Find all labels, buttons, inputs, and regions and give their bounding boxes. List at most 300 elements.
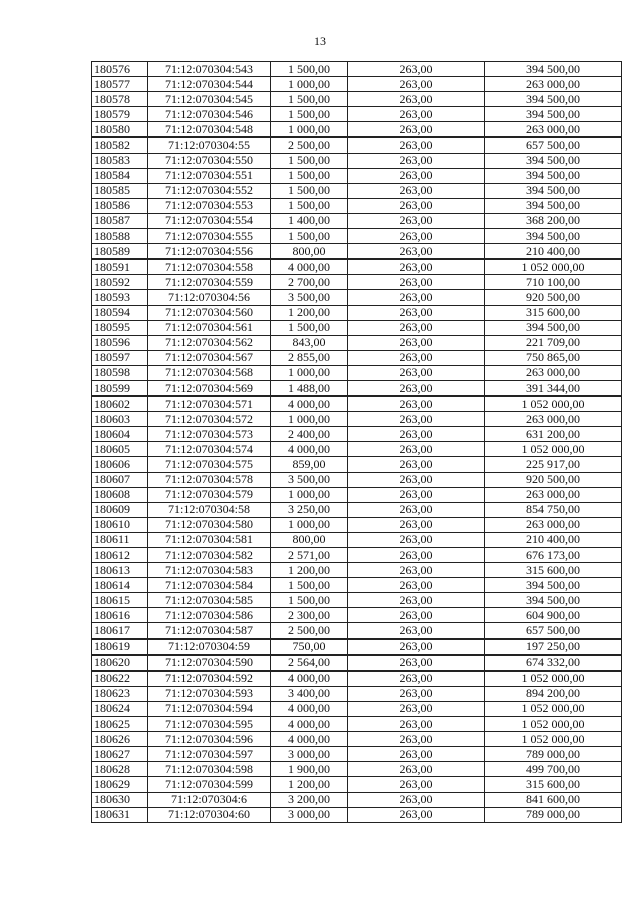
cell-amount: 394 500,00 [485, 153, 622, 168]
cell-area: 3 400,00 [271, 686, 348, 701]
table-row [92, 487, 622, 502]
cell-number: 180630 [92, 792, 148, 807]
cell-cadastral-number: 71:12:070304:580 [148, 517, 271, 532]
cell-amount: 1 052 000,00 [485, 717, 622, 732]
cell-rate: 263,00 [348, 532, 485, 547]
table-row [92, 686, 622, 701]
cell-number: 180625 [92, 717, 148, 732]
table-row [92, 122, 622, 138]
cell-rate: 263,00 [348, 365, 485, 380]
cell-rate: 263,00 [348, 62, 485, 77]
cell-number: 180619 [92, 639, 148, 655]
table-row [92, 183, 622, 198]
cell-number: 180607 [92, 472, 148, 487]
cell-rate: 263,00 [348, 639, 485, 655]
cell-cadastral-number: 71:12:070304:578 [148, 472, 271, 487]
cell-rate: 263,00 [348, 213, 485, 228]
cell-area: 4 000,00 [271, 396, 348, 412]
table-row [92, 532, 622, 547]
cell-area: 3 200,00 [271, 792, 348, 807]
cell-area: 1 500,00 [271, 92, 348, 107]
cell-cadastral-number: 71:12:070304:60 [148, 807, 271, 822]
cell-area: 1 500,00 [271, 198, 348, 213]
cell-cadastral-number: 71:12:070304:581 [148, 532, 271, 547]
cell-amount: 499 700,00 [485, 762, 622, 777]
cell-cadastral-number: 71:12:070304:590 [148, 655, 271, 671]
table-row [92, 77, 622, 92]
cell-amount: 894 200,00 [485, 686, 622, 701]
cell-area: 2 400,00 [271, 427, 348, 442]
cell-number: 180608 [92, 487, 148, 502]
cell-area: 1 500,00 [271, 153, 348, 168]
cell-area: 4 000,00 [271, 442, 348, 457]
cell-rate: 263,00 [348, 335, 485, 350]
cell-amount: 1 052 000,00 [485, 396, 622, 412]
table-row [92, 107, 622, 122]
cell-cadastral-number: 71:12:070304:595 [148, 717, 271, 732]
cell-area: 1 488,00 [271, 380, 348, 396]
table-row [92, 517, 622, 532]
cell-number: 180576 [92, 62, 148, 77]
cell-number: 180631 [92, 807, 148, 822]
cell-cadastral-number: 71:12:070304:587 [148, 623, 271, 639]
cell-number: 180599 [92, 380, 148, 396]
cell-number: 180586 [92, 198, 148, 213]
table-row [92, 335, 622, 350]
cell-area: 800,00 [271, 244, 348, 260]
cell-amount: 315 600,00 [485, 563, 622, 578]
cell-area: 3 500,00 [271, 472, 348, 487]
cell-cadastral-number: 71:12:070304:558 [148, 259, 271, 275]
cell-cadastral-number: 71:12:070304:597 [148, 747, 271, 762]
cell-area: 2 855,00 [271, 350, 348, 365]
cell-rate: 263,00 [348, 732, 485, 747]
cell-cadastral-number: 71:12:070304:559 [148, 275, 271, 290]
cell-area: 4 000,00 [271, 671, 348, 687]
cell-number: 180606 [92, 457, 148, 472]
cell-cadastral-number: 71:12:070304:568 [148, 365, 271, 380]
cell-number: 180598 [92, 365, 148, 380]
cell-area: 1 200,00 [271, 305, 348, 320]
cell-area: 2 700,00 [271, 275, 348, 290]
cell-number: 180591 [92, 259, 148, 275]
cell-area: 1 000,00 [271, 412, 348, 427]
cell-number: 180604 [92, 427, 148, 442]
cell-number: 180596 [92, 335, 148, 350]
cell-cadastral-number: 71:12:070304:596 [148, 732, 271, 747]
cell-cadastral-number: 71:12:070304:545 [148, 92, 271, 107]
table-row [92, 412, 622, 427]
cell-number: 180616 [92, 608, 148, 623]
parcel-table-body [92, 62, 622, 823]
table-row [92, 427, 622, 442]
cell-area: 1 200,00 [271, 777, 348, 792]
cell-area: 3 500,00 [271, 290, 348, 305]
cell-cadastral-number: 71:12:070304:551 [148, 168, 271, 183]
cell-area: 1 000,00 [271, 77, 348, 92]
cell-area: 4 000,00 [271, 259, 348, 275]
cell-cadastral-number: 71:12:070304:548 [148, 122, 271, 138]
cell-number: 180582 [92, 137, 148, 153]
cell-rate: 263,00 [348, 412, 485, 427]
cell-amount: 394 500,00 [485, 107, 622, 122]
cell-amount: 841 600,00 [485, 792, 622, 807]
cell-rate: 263,00 [348, 747, 485, 762]
table-row [92, 213, 622, 228]
cell-number: 180605 [92, 442, 148, 457]
cell-rate: 263,00 [348, 183, 485, 198]
cell-amount: 391 344,00 [485, 380, 622, 396]
cell-area: 1 400,00 [271, 213, 348, 228]
cell-amount: 920 500,00 [485, 472, 622, 487]
table-row [92, 153, 622, 168]
cell-number: 180602 [92, 396, 148, 412]
cell-area: 4 000,00 [271, 717, 348, 732]
cell-number: 180610 [92, 517, 148, 532]
cell-cadastral-number: 71:12:070304:562 [148, 335, 271, 350]
cell-amount: 394 500,00 [485, 320, 622, 335]
cell-amount: 225 917,00 [485, 457, 622, 472]
table-row [92, 593, 622, 608]
cell-number: 180583 [92, 153, 148, 168]
cell-area: 1 500,00 [271, 183, 348, 198]
cell-number: 180579 [92, 107, 148, 122]
cell-cadastral-number: 71:12:070304:59 [148, 639, 271, 655]
cell-amount: 210 400,00 [485, 532, 622, 547]
cell-rate: 263,00 [348, 623, 485, 639]
cell-area: 2 564,00 [271, 655, 348, 671]
cell-amount: 657 500,00 [485, 137, 622, 153]
cell-rate: 263,00 [348, 777, 485, 792]
cell-cadastral-number: 71:12:070304:574 [148, 442, 271, 457]
cell-cadastral-number: 71:12:070304:572 [148, 412, 271, 427]
cell-amount: 368 200,00 [485, 213, 622, 228]
cell-amount: 789 000,00 [485, 807, 622, 822]
table-row [92, 137, 622, 153]
cell-cadastral-number: 71:12:070304:571 [148, 396, 271, 412]
cell-cadastral-number: 71:12:070304:556 [148, 244, 271, 260]
cell-rate: 263,00 [348, 701, 485, 716]
cell-rate: 263,00 [348, 457, 485, 472]
cell-cadastral-number: 71:12:070304:561 [148, 320, 271, 335]
table-row [92, 732, 622, 747]
cell-area: 2 571,00 [271, 548, 348, 563]
cell-cadastral-number: 71:12:070304:569 [148, 380, 271, 396]
cell-rate: 263,00 [348, 290, 485, 305]
cell-amount: 676 173,00 [485, 548, 622, 563]
cell-number: 180595 [92, 320, 148, 335]
cell-rate: 263,00 [348, 350, 485, 365]
cell-number: 180613 [92, 563, 148, 578]
cell-cadastral-number: 71:12:070304:598 [148, 762, 271, 777]
cell-area: 1 000,00 [271, 487, 348, 502]
table-row [92, 259, 622, 275]
cell-rate: 263,00 [348, 502, 485, 517]
cell-rate: 263,00 [348, 244, 485, 260]
cell-cadastral-number: 71:12:070304:582 [148, 548, 271, 563]
cell-rate: 263,00 [348, 305, 485, 320]
cell-amount: 394 500,00 [485, 593, 622, 608]
table-row [92, 92, 622, 107]
cell-number: 180597 [92, 350, 148, 365]
cell-rate: 263,00 [348, 792, 485, 807]
cell-rate: 263,00 [348, 442, 485, 457]
cell-area: 4 000,00 [271, 701, 348, 716]
cell-rate: 263,00 [348, 686, 485, 701]
cell-rate: 263,00 [348, 717, 485, 732]
cell-number: 180615 [92, 593, 148, 608]
cell-rate: 263,00 [348, 396, 485, 412]
cell-rate: 263,00 [348, 563, 485, 578]
cell-amount: 789 000,00 [485, 747, 622, 762]
cell-amount: 1 052 000,00 [485, 671, 622, 687]
table-row [92, 762, 622, 777]
cell-amount: 315 600,00 [485, 305, 622, 320]
cell-area: 2 500,00 [271, 137, 348, 153]
cell-area: 843,00 [271, 335, 348, 350]
cell-number: 180593 [92, 290, 148, 305]
cell-amount: 394 500,00 [485, 168, 622, 183]
table-row [92, 548, 622, 563]
table-row [92, 608, 622, 623]
table-row [92, 671, 622, 687]
cell-cadastral-number: 71:12:070304:546 [148, 107, 271, 122]
cell-cadastral-number: 71:12:070304:599 [148, 777, 271, 792]
cell-amount: 394 500,00 [485, 229, 622, 244]
cell-number: 180585 [92, 183, 148, 198]
cell-cadastral-number: 71:12:070304:573 [148, 427, 271, 442]
cell-area: 1 900,00 [271, 762, 348, 777]
table-row [92, 290, 622, 305]
cell-cadastral-number: 71:12:070304:554 [148, 213, 271, 228]
table-row [92, 623, 622, 639]
cell-number: 180594 [92, 305, 148, 320]
cell-number: 180580 [92, 122, 148, 138]
cell-rate: 263,00 [348, 122, 485, 138]
cell-number: 180589 [92, 244, 148, 260]
cell-area: 859,00 [271, 457, 348, 472]
table-row [92, 502, 622, 517]
cell-amount: 750 865,00 [485, 350, 622, 365]
cell-cadastral-number: 71:12:070304:55 [148, 137, 271, 153]
cell-rate: 263,00 [348, 380, 485, 396]
cell-number: 180578 [92, 92, 148, 107]
cell-amount: 221 709,00 [485, 335, 622, 350]
cell-rate: 263,00 [348, 259, 485, 275]
cell-area: 3 000,00 [271, 747, 348, 762]
cell-amount: 394 500,00 [485, 183, 622, 198]
cell-rate: 263,00 [348, 655, 485, 671]
cell-amount: 210 400,00 [485, 244, 622, 260]
cell-amount: 263 000,00 [485, 122, 622, 138]
cell-rate: 263,00 [348, 517, 485, 532]
cell-area: 2 500,00 [271, 623, 348, 639]
table-row [92, 305, 622, 320]
cell-amount: 1 052 000,00 [485, 442, 622, 457]
cell-amount: 1 052 000,00 [485, 732, 622, 747]
cell-rate: 263,00 [348, 137, 485, 153]
table-row [92, 168, 622, 183]
cell-cadastral-number: 71:12:070304:550 [148, 153, 271, 168]
cell-cadastral-number: 71:12:070304:584 [148, 578, 271, 593]
cell-rate: 263,00 [348, 107, 485, 122]
cell-rate: 263,00 [348, 578, 485, 593]
table-row [92, 244, 622, 260]
cell-cadastral-number: 71:12:070304:586 [148, 608, 271, 623]
cell-rate: 263,00 [348, 807, 485, 822]
cell-area: 1 200,00 [271, 563, 348, 578]
cell-area: 800,00 [271, 532, 348, 547]
table-row [92, 701, 622, 716]
table-row [92, 578, 622, 593]
table-row [92, 365, 622, 380]
cell-rate: 263,00 [348, 593, 485, 608]
cell-cadastral-number: 71:12:070304:575 [148, 457, 271, 472]
cell-amount: 394 500,00 [485, 92, 622, 107]
table-row [92, 457, 622, 472]
cell-rate: 263,00 [348, 77, 485, 92]
cell-amount: 674 332,00 [485, 655, 622, 671]
cell-amount: 710 100,00 [485, 275, 622, 290]
cell-amount: 854 750,00 [485, 502, 622, 517]
cell-amount: 1 052 000,00 [485, 701, 622, 716]
cell-area: 2 300,00 [271, 608, 348, 623]
cell-number: 180612 [92, 548, 148, 563]
cell-area: 1 500,00 [271, 320, 348, 335]
cell-rate: 263,00 [348, 198, 485, 213]
cell-rate: 263,00 [348, 275, 485, 290]
cell-cadastral-number: 71:12:070304:594 [148, 701, 271, 716]
parcel-table [91, 61, 622, 823]
cell-cadastral-number: 71:12:070304:552 [148, 183, 271, 198]
table-row [92, 380, 622, 396]
cell-cadastral-number: 71:12:070304:56 [148, 290, 271, 305]
cell-area: 1 000,00 [271, 517, 348, 532]
table-row [92, 777, 622, 792]
cell-area: 1 500,00 [271, 578, 348, 593]
table-row [92, 442, 622, 457]
cell-rate: 263,00 [348, 671, 485, 687]
cell-number: 180629 [92, 777, 148, 792]
cell-number: 180609 [92, 502, 148, 517]
cell-cadastral-number: 71:12:070304:583 [148, 563, 271, 578]
cell-number: 180627 [92, 747, 148, 762]
cell-area: 1 500,00 [271, 107, 348, 122]
cell-amount: 394 500,00 [485, 198, 622, 213]
cell-cadastral-number: 71:12:070304:567 [148, 350, 271, 365]
table-row [92, 198, 622, 213]
cell-amount: 394 500,00 [485, 62, 622, 77]
cell-rate: 263,00 [348, 153, 485, 168]
cell-amount: 263 000,00 [485, 517, 622, 532]
cell-area: 4 000,00 [271, 732, 348, 747]
cell-number: 180626 [92, 732, 148, 747]
table-row [92, 747, 622, 762]
cell-cadastral-number: 71:12:070304:58 [148, 502, 271, 517]
cell-area: 1 000,00 [271, 365, 348, 380]
cell-amount: 631 200,00 [485, 427, 622, 442]
cell-area: 1 500,00 [271, 168, 348, 183]
cell-amount: 604 900,00 [485, 608, 622, 623]
cell-amount: 1 052 000,00 [485, 259, 622, 275]
cell-number: 180622 [92, 671, 148, 687]
table-row [92, 717, 622, 732]
cell-amount: 657 500,00 [485, 623, 622, 639]
table-row [92, 472, 622, 487]
cell-number: 180577 [92, 77, 148, 92]
cell-amount: 263 000,00 [485, 412, 622, 427]
cell-rate: 263,00 [348, 548, 485, 563]
cell-number: 180617 [92, 623, 148, 639]
cell-amount: 263 000,00 [485, 487, 622, 502]
table-row [92, 639, 622, 655]
cell-number: 180620 [92, 655, 148, 671]
cell-cadastral-number: 71:12:070304:553 [148, 198, 271, 213]
cell-rate: 263,00 [348, 92, 485, 107]
table-row [92, 229, 622, 244]
table-row [92, 792, 622, 807]
cell-rate: 263,00 [348, 320, 485, 335]
cell-area: 3 000,00 [271, 807, 348, 822]
cell-number: 180623 [92, 686, 148, 701]
cell-number: 180588 [92, 229, 148, 244]
table-row [92, 807, 622, 822]
cell-number: 180628 [92, 762, 148, 777]
cell-cadastral-number: 71:12:070304:555 [148, 229, 271, 244]
cell-area: 3 250,00 [271, 502, 348, 517]
cell-amount: 394 500,00 [485, 578, 622, 593]
cell-rate: 263,00 [348, 472, 485, 487]
table-row [92, 275, 622, 290]
cell-area: 750,00 [271, 639, 348, 655]
table-row [92, 320, 622, 335]
cell-rate: 263,00 [348, 608, 485, 623]
cell-cadastral-number: 71:12:070304:592 [148, 671, 271, 687]
cell-rate: 263,00 [348, 487, 485, 502]
cell-cadastral-number: 71:12:070304:560 [148, 305, 271, 320]
cell-number: 180611 [92, 532, 148, 547]
cell-cadastral-number: 71:12:070304:579 [148, 487, 271, 502]
table-row [92, 396, 622, 412]
cell-area: 1 500,00 [271, 62, 348, 77]
cell-rate: 263,00 [348, 427, 485, 442]
cell-amount: 263 000,00 [485, 77, 622, 92]
cell-number: 180603 [92, 412, 148, 427]
cell-number: 180592 [92, 275, 148, 290]
cell-amount: 263 000,00 [485, 365, 622, 380]
page-number: 13 [314, 34, 326, 48]
cell-rate: 263,00 [348, 762, 485, 777]
cell-rate: 263,00 [348, 168, 485, 183]
cell-amount: 315 600,00 [485, 777, 622, 792]
cell-amount: 197 250,00 [485, 639, 622, 655]
table-row [92, 655, 622, 671]
table-row [92, 350, 622, 365]
cell-number: 180624 [92, 701, 148, 716]
cell-number: 180614 [92, 578, 148, 593]
cell-number: 180587 [92, 213, 148, 228]
table-row [92, 563, 622, 578]
cell-area: 1 500,00 [271, 593, 348, 608]
table-row [92, 62, 622, 77]
cell-area: 1 500,00 [271, 229, 348, 244]
cell-cadastral-number: 71:12:070304:543 [148, 62, 271, 77]
cell-area: 1 000,00 [271, 122, 348, 138]
cell-cadastral-number: 71:12:070304:6 [148, 792, 271, 807]
cell-cadastral-number: 71:12:070304:544 [148, 77, 271, 92]
cell-amount: 920 500,00 [485, 290, 622, 305]
cell-rate: 263,00 [348, 229, 485, 244]
